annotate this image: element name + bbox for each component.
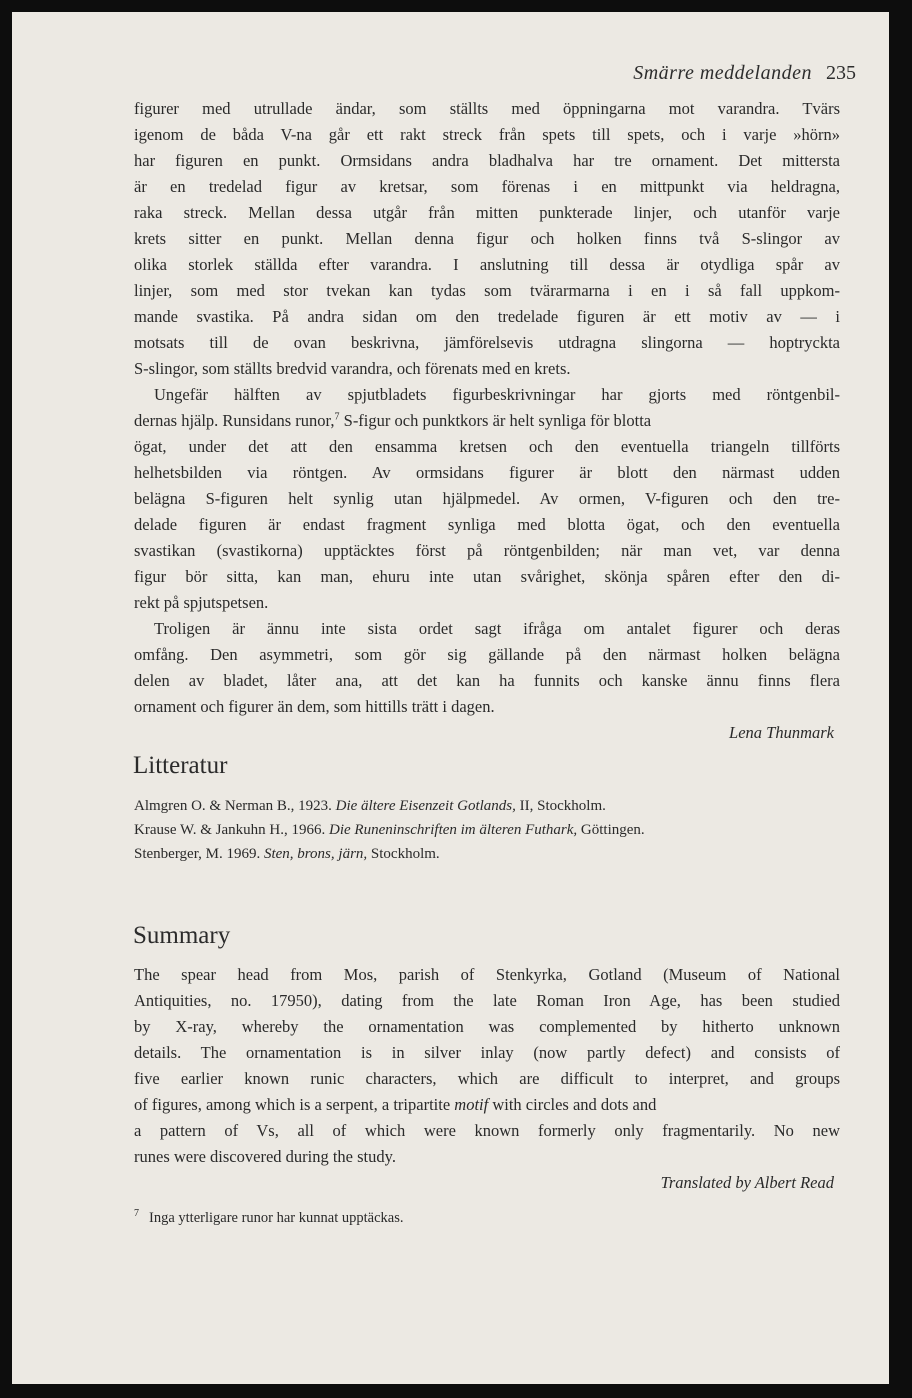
text-line: motsats till de ovan beskrivna, jämförelsevis utdragna slingorna — hoptryckta [134, 333, 840, 352]
text-line [134, 1092, 840, 1118]
text-line: delade figuren är endast fragment synliga med blotta ögat, och den eventuella [134, 515, 840, 534]
text-line: ögat, under det att den ensamma kretsen och den eventuella triangeln tillförts [134, 437, 840, 456]
text-line: Antiquities, no. 17950), dating from the late Roman Iron Age, has been studied [134, 991, 840, 1010]
text-line: helhetsbilden via röntgen. Av ormsidans figurer är blott den närmast udden [134, 463, 840, 482]
text-line [134, 408, 840, 434]
summary-heading: Summary [133, 922, 231, 949]
text-line: Ungefär hälften av spjutbladets figurbeskrivningar har gjorts med röntgenbil- [154, 385, 840, 404]
reference-place: Göttingen. [577, 822, 645, 838]
reference-authors: Stenberger, M. 1969. [134, 846, 264, 862]
text-fragment-italic: motif [454, 1095, 489, 1114]
text-fragment: with circles and dots and [488, 1095, 657, 1114]
text-line: linjer, som med stor tvekan kan tydas som tvärarmarna i en i så fall uppkom- [134, 281, 840, 300]
author-signature: Lena Thunmark [729, 723, 834, 742]
summary-text [134, 962, 840, 1196]
text-fragment: dernas hjälp. Runsidans runor, [134, 411, 335, 430]
reference-place: II, Stockholm. [515, 798, 606, 814]
page-number: 235 [826, 62, 856, 84]
text-line: igenom de båda V-na går ett rakt streck från spets till spets, och i varje »hörn» [134, 125, 840, 144]
text-line: by X-ray, whereby the ornamentation was complemented by hitherto unknown [134, 1017, 840, 1036]
running-title: Smärre meddelanden [633, 62, 812, 84]
text-line: belägna S-figuren helt synlig utan hjälpmedel. Av ormen, V-figuren och den tre- [134, 489, 840, 508]
running-header [132, 62, 856, 85]
reference-authors: Almgren O. & Nerman B., 1923. [134, 798, 336, 814]
text-fragment: of figures, among which is a serpent, a tripartite [134, 1095, 455, 1114]
reference-title: Die Runeninschriften im älteren Futhark, [329, 822, 578, 838]
text-line: rekt på spjutspetsen. [134, 593, 269, 612]
footnote-text: Inga ytterligare runor har kunnat upptäckas. [149, 1209, 404, 1226]
text-line: har figuren en punkt. Ormsidans andra bladhalva har tre ornament. Det mittersta [134, 151, 840, 170]
text-line: a pattern of Vs, all of which were known formerly only fragmentarily. No new [134, 1121, 840, 1140]
text-line: S-slingor, som ställts bredvid varandra, och förenats med en krets. [134, 359, 571, 378]
text-line: omfång. Den asymmetri, som gör sig gällande på den närmast holken belägna [134, 645, 840, 664]
reference-place: Stockholm. [367, 846, 440, 862]
text-line: delen av bladet, låter ana, att det kan ha funnits och kanske ännu finns flera [134, 671, 840, 690]
reference-item [134, 842, 840, 866]
text-line: Troligen är ännu inte sista ordet sagt ifråga om antalet figurer och deras [154, 619, 840, 638]
text-line: The spear head from Mos, parish of Stenkyrka, Gotland (Museum of National [134, 965, 840, 984]
text-line: details. The ornamentation is in silver inlay (now partly defect) and consists of [134, 1043, 840, 1062]
text-line: mande svastika. På andra sidan om den tredelade figuren är ett motiv av — i [134, 307, 840, 326]
footnote-ref: 7 [334, 411, 340, 423]
text-line: ornament och figurer än dem, som hittills trätt i dagen. [134, 697, 495, 716]
text-line: raka streck. Mellan dessa utgår från mitten punkterade linjer, och utanför varje [134, 203, 840, 222]
translator-credit: Translated by Albert Read [660, 1173, 834, 1192]
reference-list [134, 794, 840, 866]
text-line: figur bör sitta, kan man, ehuru inte utan svårighet, skönja spåren efter den di- [134, 567, 840, 586]
text-line: svastikan (svastikorna) upptäcktes först på röntgenbilden; när man vet, var denna [134, 541, 840, 560]
footnote-marker: 7 [134, 1208, 139, 1219]
reference-item [134, 818, 840, 842]
reference-item [134, 794, 840, 818]
reference-title: Sten, brons, järn, [263, 846, 368, 862]
footnote [134, 1208, 403, 1227]
text-line: är en tredelad figur av kretsar, som förenas i en mittpunkt via heldragna, [134, 177, 840, 196]
text-line: krets sitter en punkt. Mellan denna figur och holken finns två S-slingor av [134, 229, 840, 248]
litteratur-heading: Litteratur [133, 752, 228, 779]
text-line: figurer med utrullade ändar, som ställts med öppningarna mot varandra. Tvärs [134, 99, 840, 118]
body-text [134, 96, 840, 746]
text-line: olika storlek ställda efter varandra. I anslutning till dessa är otydliga spår av [134, 255, 840, 274]
text-line: runes were discovered during the study. [134, 1147, 396, 1166]
reference-title: Die ältere Eisenzeit Gotlands, [335, 798, 516, 814]
book-page [12, 12, 889, 1384]
reference-authors: Krause W. & Jankuhn H., 1966. [134, 822, 329, 838]
text-line: five earlier known runic characters, which are difficult to interpret, and groups [134, 1069, 840, 1088]
text-fragment: S-figur och punktkors är helt synliga för blotta [339, 411, 652, 430]
